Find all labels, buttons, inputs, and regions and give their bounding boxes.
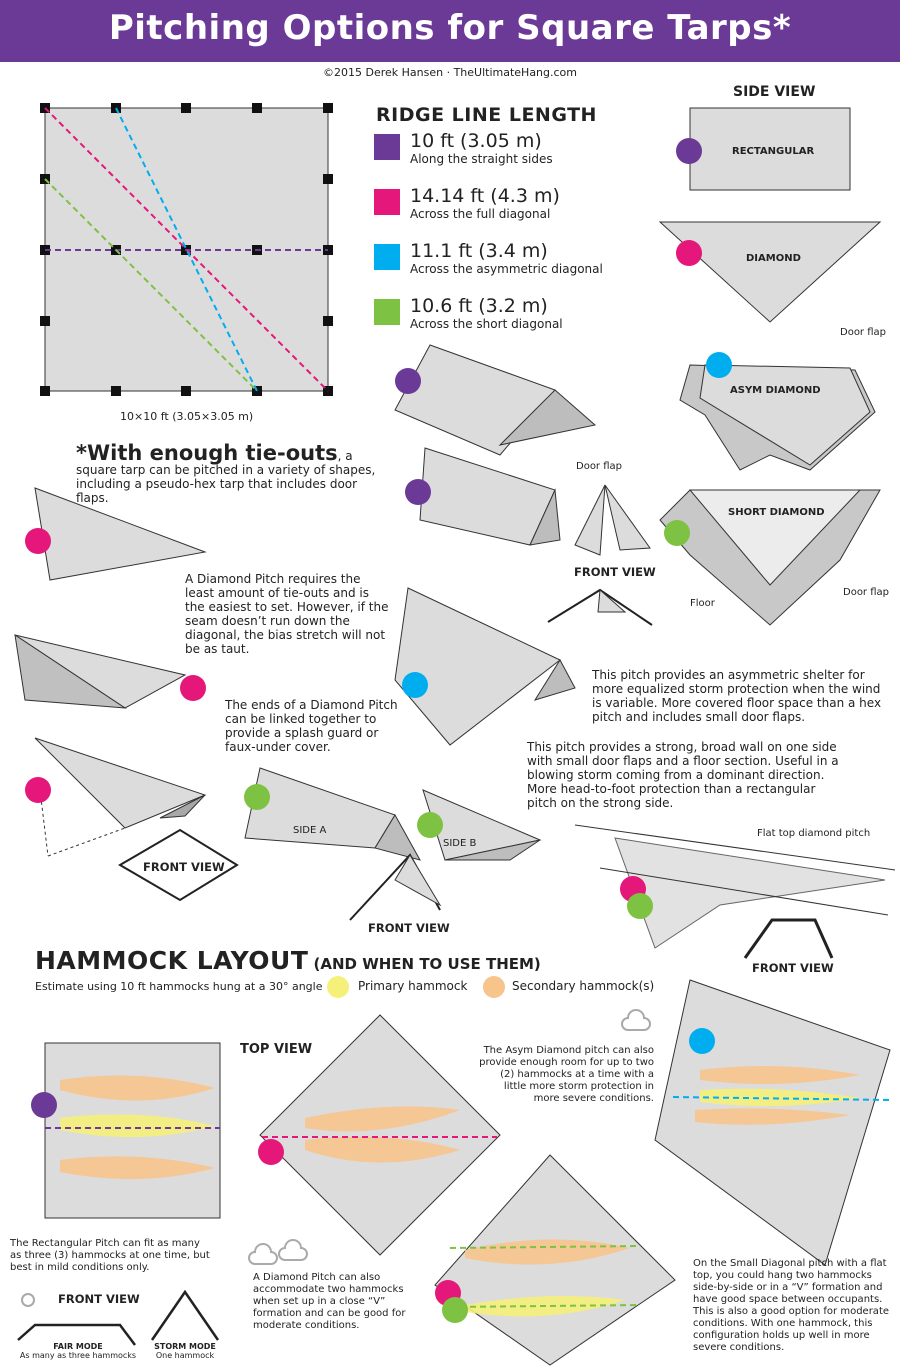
shelter-side-a bbox=[244, 768, 420, 860]
hammock-rect bbox=[31, 1043, 220, 1218]
hammock-heading: HAMMOCK LAYOUT (AND WHEN TO USE THEM) bbox=[35, 946, 541, 975]
page-title: Pitching Options for Square Tarps* bbox=[108, 8, 792, 48]
hammock-short bbox=[435, 1155, 675, 1365]
secondary-hammock-label: Secondary hammock(s) bbox=[512, 979, 655, 993]
label-side-b: SIDE B bbox=[443, 838, 477, 849]
ridge-title: RIDGE LINE LENGTH bbox=[376, 104, 597, 126]
primary-hammock-label: Primary hammock bbox=[358, 979, 468, 993]
intro-lead: *With enough tie-outs bbox=[76, 441, 338, 465]
front-view-4: FRONT VIEW bbox=[752, 961, 834, 975]
side-view-diamond bbox=[660, 222, 880, 322]
credit-line: ©2015 Derek Hansen · TheUltimateHang.com bbox=[322, 66, 577, 79]
main-tarp-caption: 10×10 ft (3.05×3.05 m) bbox=[120, 410, 254, 423]
ridge-item-2: 14.14 ft (4.3 m) Across the full diagonal bbox=[410, 185, 560, 221]
shelter-diamond-3 bbox=[25, 738, 237, 900]
label-door-flap-1: Door flap bbox=[840, 327, 887, 338]
intro-rest: , a square tarp can be pitched in a variety of shapes, including a pseudo-hex tarp that includes door flaps. bbox=[76, 449, 376, 505]
note-rect-hammock: The Rectangular Pitch can fit as many as three (3) hammocks at one time, but best in mild conditions only. bbox=[10, 1238, 210, 1273]
secondary-hammock-swatch bbox=[483, 976, 505, 998]
legend-swatch-green bbox=[374, 299, 400, 325]
shelter-flat-top bbox=[575, 825, 895, 958]
label-asym-diamond: ASYM DIAMOND bbox=[730, 385, 821, 396]
front-view-5: FRONT VIEW bbox=[58, 1292, 140, 1306]
label-floor: Floor bbox=[690, 598, 715, 609]
label-short-diamond: SHORT DIAMOND bbox=[728, 507, 825, 518]
top-view-label: TOP VIEW bbox=[240, 1042, 313, 1057]
legend-swatch-purple bbox=[374, 134, 400, 160]
note-ends: The ends of a Diamond Pitch can be linked together to provide a splash guard or faux-under cover. bbox=[225, 698, 398, 754]
storm-mode-label: STORM MODE One hammock bbox=[154, 1342, 216, 1360]
ridge-item-3: 11.1 ft (3.4 m) Across the asymmetric diagonal bbox=[410, 240, 603, 276]
front-view-1: FRONT VIEW bbox=[574, 565, 656, 579]
primary-hammock-swatch bbox=[327, 976, 349, 998]
note-diamond-hammock: A Diamond Pitch can also accommodate two hammocks when set up in a close “V” formation and can be good for moderate conditions. bbox=[253, 1272, 406, 1331]
note-diamond: A Diamond Pitch requires the least amount of tie-outs and is the easiest to set. However, if the seam doesn’t run down the diagonal, the bias stretch will not be as taut. bbox=[185, 572, 389, 656]
cloud-icon bbox=[249, 1244, 277, 1264]
hammock-estimate: Estimate using 10 ft hammocks hung at a 30° angle bbox=[35, 980, 323, 993]
rain-cloud-icon bbox=[279, 1240, 307, 1260]
storm-cloud-icon bbox=[622, 1010, 650, 1030]
note-short: This pitch provides a strong, broad wall on one side with small door flaps and a floor section. Useful in a blowing storm coming from a dominant direction. More head-to-foot protection than a rectangular pitch on the strong side. bbox=[527, 740, 839, 810]
label-side-a: SIDE A bbox=[293, 825, 327, 836]
side-view-title: SIDE VIEW bbox=[733, 84, 816, 100]
note-asym-hammock: The Asym Diamond pitch can also provide enough room for up to two (2) hammocks at a time with a little more storm protection in more severe conditions. bbox=[479, 1045, 654, 1104]
storm-mode-shape bbox=[152, 1292, 218, 1340]
shelter-diamond-2 bbox=[15, 635, 206, 708]
sun-icon bbox=[22, 1294, 34, 1306]
legend-swatch-magenta bbox=[374, 189, 400, 215]
label-door-flap-2: Door flap bbox=[843, 587, 890, 598]
fair-mode-label: FAIR MODE As many as three hammocks bbox=[19, 1342, 137, 1360]
ridge-item-4: 10.6 ft (3.2 m) Across the short diagonal bbox=[410, 295, 563, 331]
side-view-asym bbox=[680, 352, 875, 470]
front-view-3: FRONT VIEW bbox=[368, 921, 450, 935]
shelter-rect-pitch bbox=[395, 345, 595, 455]
label-door-flap-3: Door flap bbox=[576, 461, 623, 472]
front-view-2: FRONT VIEW bbox=[143, 860, 225, 874]
intro-text bbox=[76, 441, 386, 505]
note-flat-top: Flat top diamond pitch bbox=[757, 828, 871, 839]
label-rectangular: RECTANGULAR bbox=[732, 146, 815, 157]
note-asym: This pitch provides an asymmetric shelter for more equalized storm protection when the wind is variable. More covered floor space than a hex pitch and includes small door flaps. bbox=[592, 668, 882, 724]
ridge-item-1: 10 ft (3.05 m) Along the straight sides bbox=[410, 130, 553, 166]
hammock-asym bbox=[655, 980, 890, 1265]
main-tarp-diagram bbox=[40, 103, 333, 396]
note-short-hammock: On the Small Diagonal pitch with a flat top, you could hang two hammocks side-by-side or in a “V” formation and have good space between occupants. This is also a good option for moderate conditions. With one hammock, this configuration holds up well in more severe conditions. bbox=[693, 1258, 890, 1353]
legend-swatch-cyan bbox=[374, 244, 400, 270]
label-diamond: DIAMOND bbox=[746, 253, 801, 264]
